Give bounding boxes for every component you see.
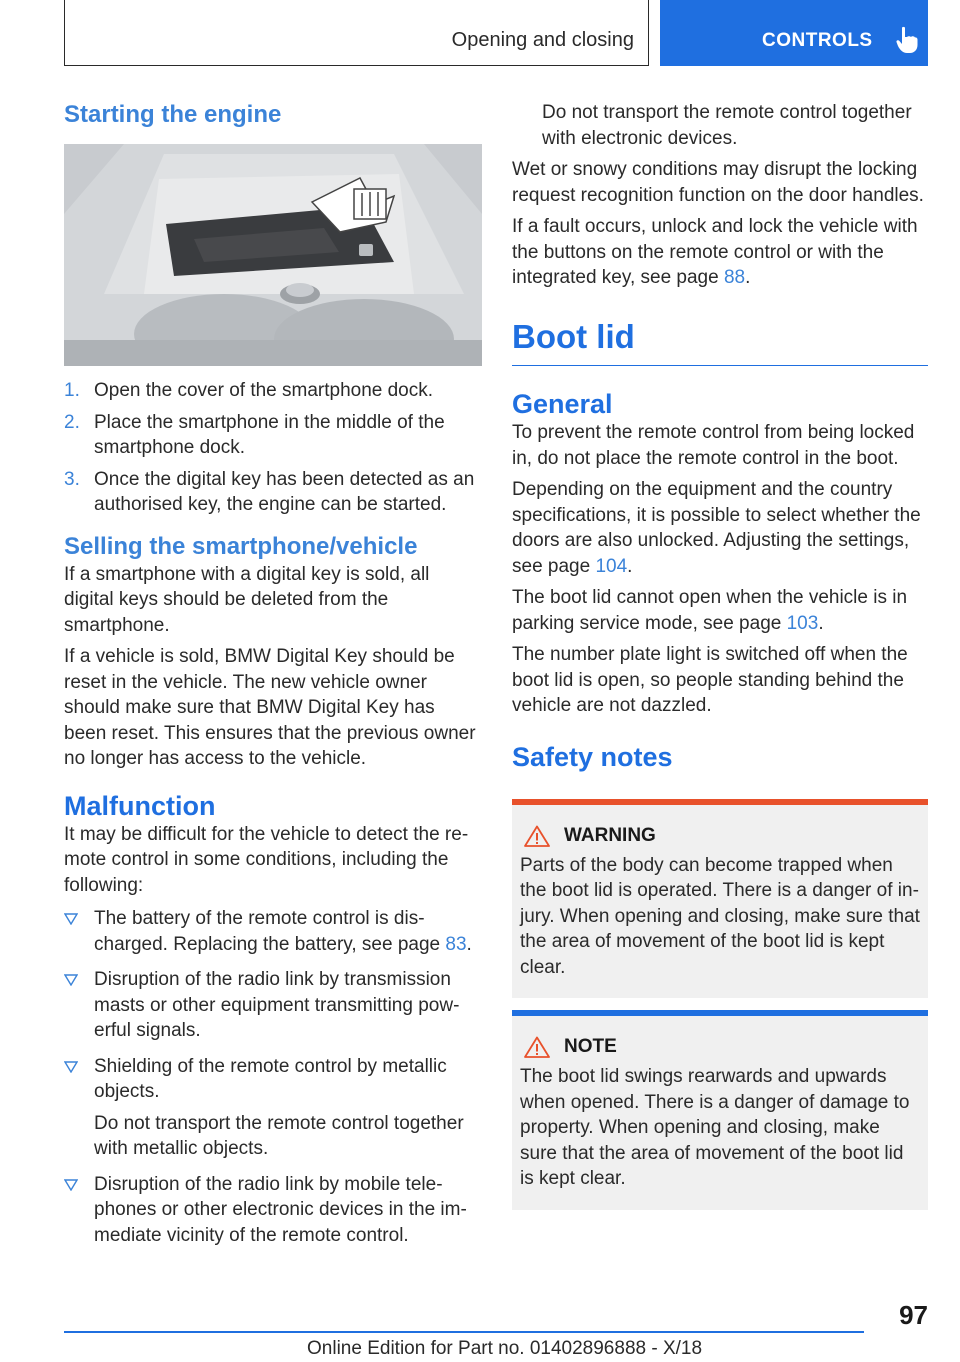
bullet-text: Disruption of the radio link by mobile telephones or other electronic devices in the immediate vicinity of the remote control. <box>94 1173 467 1246</box>
footer-edition: Online Edition for Part no. 01402896888 - X/18 <box>307 1338 703 1359</box>
bullet-triangle-icon <box>64 974 78 986</box>
right-column <box>512 100 928 1210</box>
warning-label: WARNING <box>564 824 656 846</box>
page-link[interactable]: 88 <box>723 267 746 288</box>
paragraph: To prevent the remote control from being locked in, do not place the remote control in the boot. <box>512 422 915 469</box>
list-item <box>64 1054 482 1162</box>
paragraph-end: . <box>818 612 824 634</box>
bullet-triangle-icon <box>64 1179 78 1191</box>
bullet-text: Disruption of the radio link by transmission masts or other equipment transmitting powerful signals. <box>94 969 460 1041</box>
step-text: Place the smartphone in the middle of the smartphone dock. <box>94 411 445 458</box>
heading-malfunction: Malfunction <box>64 790 216 821</box>
warning-triangle-icon <box>524 825 550 847</box>
step-number: 3. <box>64 468 80 490</box>
header-chapter-tab[interactable] <box>660 0 928 66</box>
paragraph: The number plate light is switched off when the boot lid is open, so people standing behind the vehicle are not dazzled. <box>512 644 908 716</box>
note-triangle-icon <box>524 1036 550 1058</box>
start-steps-list <box>64 378 482 518</box>
heading-divider <box>512 365 928 367</box>
smartphone-dock-illustration <box>64 144 482 366</box>
paragraph: If a smartphone with a digital key is sold, all digital keys should be deleted from the smartphone. <box>64 563 430 636</box>
list-item <box>64 1172 482 1249</box>
list-item <box>64 378 482 404</box>
header-chapter-title: CONTROLS <box>762 30 873 51</box>
note-text: The boot lid swings rearwards and upwards when opened. There is a danger of damage to property. When opening and closing, make sure that the area of movement of the boot lid is kept clear. <box>520 1066 910 1189</box>
warning-title <box>520 825 920 847</box>
note-box <box>512 1010 928 1210</box>
bullet-triangle-icon <box>64 913 78 925</box>
bullet-text: Shielding of the remote control by metallic objects. <box>94 1055 447 1102</box>
step-number: 2. <box>64 411 80 433</box>
list-item <box>64 967 482 1044</box>
bullet-text: The battery of the remote control is discharged. Replacing the battery, see page <box>94 908 446 955</box>
page-number: 97 <box>899 1300 928 1330</box>
paragraph: If a vehicle is sold, BMW Digital Key should be reset in the vehicle. The new vehicle owner should make sure that BMW Digital Key has been reset. This ensures that the previous owner no longer has access to the vehicle. <box>64 646 476 769</box>
paragraph <box>512 585 928 636</box>
footer-divider <box>64 1331 864 1333</box>
paragraph <box>512 477 928 579</box>
bullet-subtext: Do not transport the remote control together with metallic objects. <box>94 1112 464 1159</box>
paragraph <box>512 214 928 291</box>
warning-box <box>512 799 928 999</box>
note-title <box>520 1036 920 1058</box>
heading-general: General <box>512 389 613 419</box>
list-item <box>64 410 482 461</box>
list-item <box>64 906 482 957</box>
list-item <box>64 467 482 518</box>
page-link[interactable]: 103 <box>786 612 819 634</box>
smartphone-dock-photo <box>64 144 482 366</box>
heading-boot-lid: Boot lid <box>512 317 635 355</box>
heading-safety-notes: Safety notes <box>512 741 673 772</box>
paragraph-end: . <box>745 267 751 288</box>
step-text: Once the digital key has been detected as an authorised key, the engine can be started. <box>94 468 475 515</box>
header-section-title: Opening and closing <box>451 29 634 51</box>
paragraph: It may be difficult for the vehicle to detect the remote control in some conditions, including the following: <box>64 823 469 896</box>
bullet-triangle-icon <box>64 1061 78 1073</box>
header-section-box <box>64 0 649 66</box>
heading-selling: Selling the smartphone/vehicle <box>64 532 418 560</box>
bullet-subtext-continued: Do not transport the remote control together with electronic devices. <box>542 102 912 149</box>
page-link[interactable]: 104 <box>595 555 628 577</box>
paragraph-text: If a fault occurs, unlock and lock the vehicle with the buttons on the remote control or with the integrated key, see page <box>512 216 918 288</box>
step-text: Open the cover of the smartphone dock. <box>94 380 434 401</box>
warning-text: Parts of the body can become trapped when the boot lid is operated. There is a danger of injury. When opening and closing, make sure that the area of movement of the boot lid is kept clear. <box>520 854 920 978</box>
malfunction-list <box>64 906 482 1248</box>
paragraph-text: The boot lid cannot open when the vehicle is in parking service mode, see page <box>512 587 908 634</box>
left-column <box>64 100 482 1258</box>
pointing-hand-icon <box>896 26 918 54</box>
paragraph: Wet or snowy conditions may disrupt the locking request recognition function on the door handles. <box>512 159 924 206</box>
step-number: 1. <box>64 380 80 401</box>
page-link[interactable]: 83 <box>445 933 467 955</box>
heading-starting-engine: Starting the engine <box>64 101 282 128</box>
note-label: NOTE <box>564 1036 617 1057</box>
paragraph-end: . <box>627 555 633 577</box>
paragraph-text: Depending on the equipment and the country specifications, it is possible to select whether the doors are also unlocked. Adjusting the settings, see page <box>512 479 921 577</box>
bullet-text-end: . <box>466 933 472 955</box>
